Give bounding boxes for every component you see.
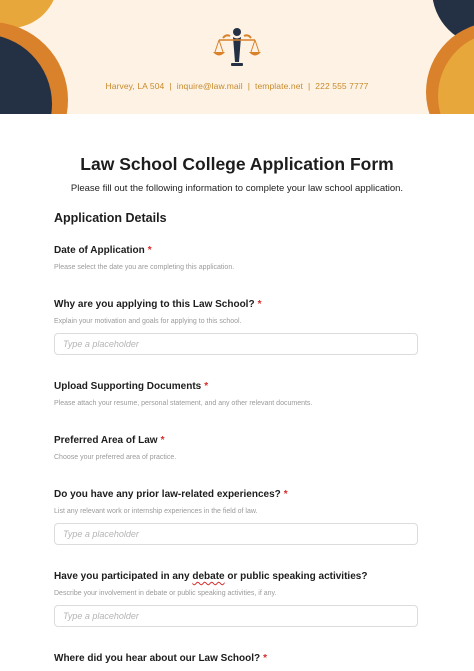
phone: 222 555 7777: [315, 81, 369, 91]
website[interactable]: template.net: [255, 81, 303, 91]
hint-date-of-application: Please select the date you are completing this application.: [54, 264, 235, 271]
hint-debate-activities: Describe your involvement in debate or public speaking activities, if any.: [54, 590, 277, 597]
scales-of-justice-icon: [209, 26, 265, 70]
left-corner-decoration: [0, 0, 90, 114]
address: Harvey, LA 504: [105, 81, 165, 91]
form-title: Law School College Application Form: [80, 154, 394, 174]
hint-prior-experience: List any relevant work or internship experiences in the field of law.: [54, 508, 258, 515]
debate-activities-input[interactable]: Type a placeholder: [54, 605, 418, 627]
question-date-of-application: Date of Application *: [54, 245, 152, 256]
letterhead: [0, 0, 474, 114]
email[interactable]: inquire@law.mail: [176, 81, 243, 91]
question-upload-documents: Upload Supporting Documents *: [54, 381, 209, 392]
prior-experience-input[interactable]: Type a placeholder: [54, 523, 418, 545]
question-preferred-area: Preferred Area of Law *: [54, 435, 165, 446]
contact-info: Harvey, LA 504 | inquire@law.mail | template.net | 222 555 7777: [105, 81, 369, 91]
form-subtitle: Please fill out the following information to complete your law school application.: [70, 183, 404, 194]
hint-why-applying: Explain your motivation and goals for applying to this school.: [54, 318, 242, 325]
question-why-applying: Why are you applying to this Law School? *: [54, 299, 262, 310]
question-debate-activities: Have you participated in any debate or public speaking activities?: [54, 571, 368, 582]
hint-preferred-area: Choose your preferred area of practice.: [54, 454, 177, 461]
question-prior-experience: Do you have any prior law-related experiences? *: [54, 489, 288, 500]
right-corner-decoration: [404, 0, 474, 114]
section-title: Application Details: [54, 211, 167, 225]
why-applying-input[interactable]: Type a placeholder: [54, 333, 418, 355]
hint-upload-documents: Please attach your resume, personal statement, and any other relevant documents.: [54, 400, 313, 407]
question-hear-about: Where did you hear about our Law School? *: [54, 653, 268, 664]
